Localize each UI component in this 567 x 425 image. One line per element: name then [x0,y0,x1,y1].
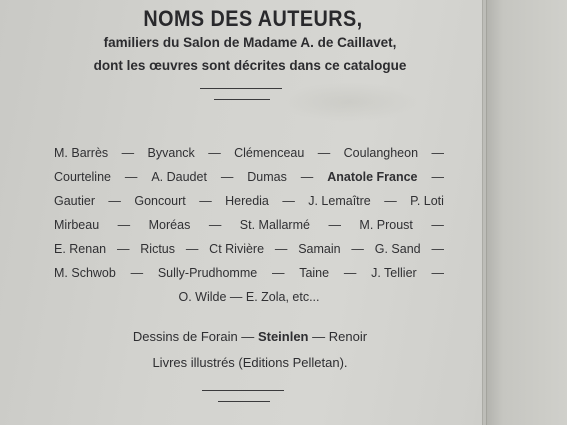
author-name: Samain [298,242,341,256]
top-rule-1 [200,88,282,89]
dash: — [208,218,222,232]
dash: — [185,242,199,256]
author-name-highlight: Anatole France [327,170,418,184]
subtitle-line-1: familiers du Salon de Madame A. de Caillavet, [103,35,397,50]
subtitle-line-2: dont les œuvres sont décrites dans ce catalogue [93,58,407,73]
author-name: M. Proust [359,218,413,232]
author-line-5 [54,242,444,256]
author-name: Gautier [54,194,95,208]
illustrators-suffix: — Renoir [312,329,368,344]
author-name: Moréas [148,218,191,232]
dash: — [431,146,444,160]
author-line-7 [54,290,444,304]
author-name: E. Renan [54,242,107,256]
author-name: J. Lemaître [308,194,371,208]
top-rule-2 [214,99,270,100]
dash: — [282,194,295,208]
author-name: Dumas [247,170,287,184]
dash: — [130,266,144,280]
dash: — [121,146,135,160]
dash: — [384,194,397,208]
dash: — [220,170,234,184]
author-name: Heredia [225,194,269,208]
dash: — [208,146,221,160]
author-name: Ct Rivière [209,242,265,256]
author-line-4 [54,218,444,232]
author-name: St. Mallarmé [239,218,310,232]
author-line-1 [54,146,444,160]
author-name: M. Barrès [54,146,109,160]
dash: — [343,266,357,280]
author-name: Rictus [140,242,176,256]
author-line-3 [54,194,444,208]
dash: — [317,146,331,160]
author-name: Taine [299,266,330,280]
author-name: Goncourt [134,194,186,208]
author-name: M. Schwob [54,266,116,280]
illustrated-books-line: Livres illustrés (Editions Pelletan). [152,355,348,370]
illustrators-line [60,329,440,344]
dash: — [271,266,285,280]
dash: — [108,194,121,208]
page-edge-outer [486,0,567,425]
dash: — [431,218,444,232]
dash: — [116,242,130,256]
author-name: Clémenceau [234,146,305,160]
author-name: A. Daudet [151,170,207,184]
author-name: Mirbeau [54,218,100,232]
author-name: Byvanck [147,146,195,160]
bottom-rule-1 [202,390,284,391]
author-name: Courteline [54,170,111,184]
dash: — [117,218,131,232]
dash: — [351,242,364,256]
page-title: NOMS DES AUTEURS, [143,6,363,31]
dash: — [328,218,341,232]
dash: — [431,242,444,256]
author-name: P. Loti [410,194,444,208]
illustrators-prefix: Dessins de Forain — [132,329,255,344]
author-line-2 [54,170,444,184]
author-name: J. Tellier [371,266,417,280]
author-name: G. Sand [374,242,421,256]
illustrator-steinlen: Steinlen [257,329,309,344]
dash: — [199,194,212,208]
author-line-6 [54,266,444,280]
author-name: Sully-Prudhomme [157,266,258,280]
author-name: O. Wilde — E. Zola, etc... [178,290,320,304]
dash: — [431,266,444,280]
dash: — [300,170,314,184]
dash: — [274,242,288,256]
author-name: Coulangheon [343,146,419,160]
dash: — [124,170,138,184]
bottom-rule-2 [218,401,270,402]
show-through-text [280,82,420,122]
dash: — [431,170,444,184]
